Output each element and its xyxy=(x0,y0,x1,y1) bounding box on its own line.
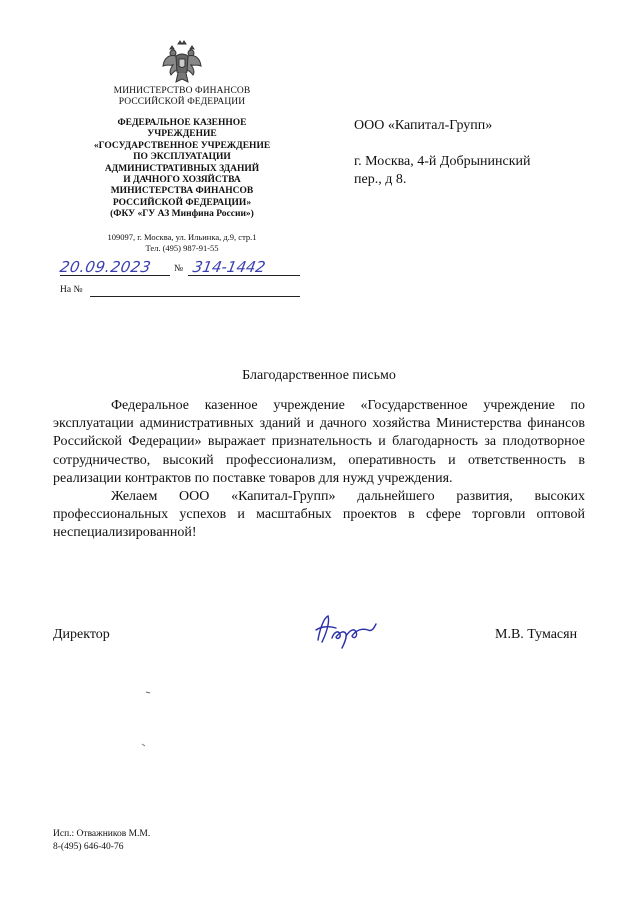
number-underline xyxy=(188,275,300,276)
recipient-address-line: г. Москва, 4-й Добрынинский xyxy=(354,154,531,169)
address-line: 109097, г. Москва, ул. Ильинка, д.9, стр.1 xyxy=(107,232,257,242)
ministry-line: РОССИЙСКОЙ ФЕДЕРАЦИИ xyxy=(118,97,246,107)
letter-title: Благодарственное письмо xyxy=(242,368,396,383)
reply-to-row xyxy=(60,285,300,299)
institution-line: РОССИЙСКОЙ ФЕДЕРАЦИИ» xyxy=(112,197,252,208)
letter-body xyxy=(53,397,585,543)
body-paragraph: Желаем ООО «Капитал-Групп» дальнейшего развития, высоких профессиональных успехов и масштабных проектов в сфере торговли оптовой неспециализированной! xyxy=(53,489,585,541)
body-paragraph: Федеральное казенное учреждение «Государственное учреждение по эксплуатации административных зданий и дачного хозяйства Министерства финансов Российской Федерации» выражает признательность и благодарность за плодотворное сотрудничество, высокий профессионализм, оперативность и ответственность в реализации контрактов по поставке товаров для нужд учреждения. xyxy=(53,398,585,486)
institution-name xyxy=(62,118,302,221)
scan-marks xyxy=(140,690,160,750)
recipient-address-line: пер., д 8. xyxy=(354,172,407,187)
date-underline xyxy=(60,275,170,276)
handwritten-number: 314-1442 xyxy=(191,258,267,276)
institution-line: «ГОСУДАРСТВЕННОЕ УЧРЕЖДЕНИЕ xyxy=(93,140,271,151)
executor-phone: 8-(495) 646-40-76 xyxy=(53,842,124,852)
institution-line: ПО ЭКСПЛУАТАЦИИ xyxy=(133,152,231,163)
letterhead-address xyxy=(72,232,292,254)
executor-block xyxy=(53,828,150,854)
phone-line: Тел. (495) 987-91-55 xyxy=(145,243,219,253)
institution-line: ФЕДЕРАЛЬНОЕ КАЗЕННОЕ xyxy=(117,118,247,128)
reply-to-label: На № xyxy=(60,285,83,295)
institution-line: МИНИСТЕРСТВА ФИНАНСОВ xyxy=(110,186,254,197)
signer-name: М.В. Тумасян xyxy=(495,627,578,642)
ministry-name xyxy=(72,86,292,108)
institution-line: АДМИНИСТРАТИВНЫХ ЗДАНИЙ xyxy=(104,163,260,174)
reference-row xyxy=(60,260,300,280)
handwritten-date: 20.09.2023 xyxy=(58,258,153,276)
institution-line: УЧРЕЖДЕНИЕ xyxy=(147,129,217,140)
ministry-line: МИНИСТЕРСТВО ФИНАНСОВ xyxy=(113,86,251,96)
double-headed-eagle-icon xyxy=(161,40,203,86)
number-sign: № xyxy=(174,264,184,274)
handwritten-signature xyxy=(310,610,380,654)
reply-to-underline xyxy=(90,296,300,297)
institution-line: (ФКУ «ГУ АЗ Минфина России») xyxy=(110,209,254,220)
recipient-block xyxy=(354,117,614,189)
institution-line: И ДАЧНОГО ХОЗЯЙСТВА xyxy=(123,175,241,186)
recipient-org: ООО «Капитал-Групп» xyxy=(354,118,493,133)
executor-name: Исп.: Отважников М.М. xyxy=(53,829,151,839)
signer-title: Директор xyxy=(53,627,110,642)
